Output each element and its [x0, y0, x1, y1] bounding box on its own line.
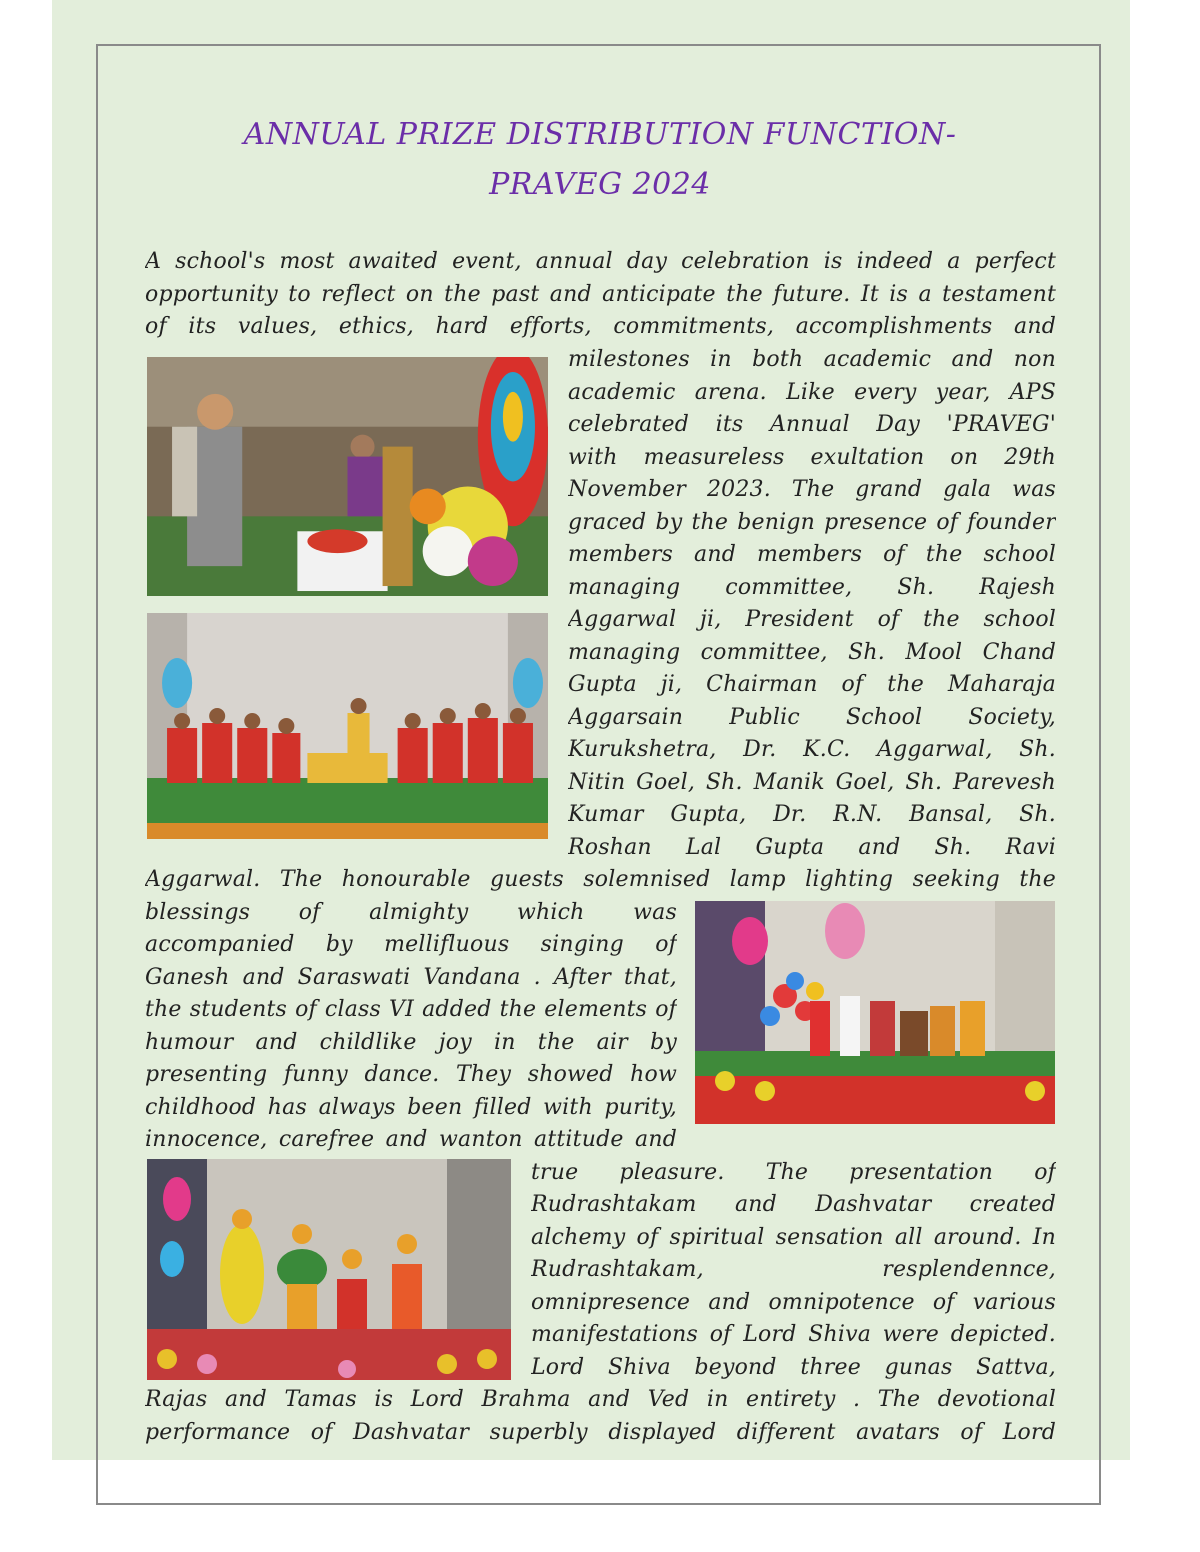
text-line: presenting funny dance. They showed how	[145, 1062, 677, 1087]
text-line: Aggarwal ji, President of the school	[568, 607, 1056, 632]
text-line: November 2023. The grand gala was	[568, 477, 1056, 502]
text-line: celebrated its Annual Day 'PRAVEG'	[568, 412, 1056, 437]
text-line: Rudrashtakam and Dashvatar created	[531, 1192, 1056, 1217]
text-line: managing committee, Sh. Rajesh	[568, 575, 1056, 600]
text-line: accompanied by mellifluous singing of	[145, 932, 677, 957]
text-line: the students of class VI added the elements of	[145, 997, 677, 1022]
text-line: omnipresence and omnipotence of various	[531, 1290, 1056, 1315]
text-line: milestones in both academic and non	[568, 347, 1056, 372]
text-line: graced by the benign presence of founder	[568, 510, 1056, 535]
text-line: Gupta ji, Chairman of the Maharaja	[568, 672, 1056, 697]
text-line: A school's most awaited event, annual day celebration is indeed a perfect	[145, 249, 1056, 274]
photo-dashvatar	[147, 1159, 511, 1380]
text-line: Rudrashtakam, resplendennce,	[531, 1257, 1056, 1282]
text-line: opportunity to reflect on the past and anticipate the future. It is a testament	[145, 282, 1056, 307]
text-line: Ganesh and Saraswati Vandana . After that,	[145, 965, 677, 990]
text-line: humour and childlike joy in the air by	[145, 1030, 677, 1055]
text-line: alchemy of spiritual sensation all around. In	[531, 1225, 1056, 1250]
text-line: Rajas and Tamas is Lord Brahma and Ved in entirety . The devotional	[145, 1387, 1056, 1412]
text-line: performance of Dashvatar superbly displayed different avatars of Lord	[145, 1420, 1056, 1445]
text-line: true pleasure. The presentation of	[531, 1160, 1056, 1185]
text-line: Kurukshetra, Dr. K.C. Aggarwal, Sh.	[568, 737, 1056, 762]
text-line: Aggarsain Public School Society,	[568, 705, 1056, 730]
text-line: Aggarwal. The honourable guests solemnised lamp lighting seeking the	[145, 867, 1056, 892]
text-line: Kumar Gupta, Dr. R.N. Bansal, Sh.	[568, 802, 1056, 827]
photo-lamp-lighting	[147, 357, 548, 596]
text-line: of its values, ethics, hard efforts, commitments, accomplishments and	[145, 314, 1056, 339]
text-line: blessings of almighty which was	[145, 900, 677, 925]
text-line: Lord Shiva beyond three gunas Sattva,	[531, 1355, 1056, 1380]
page-title	[150, 110, 1050, 210]
text-line: with measureless exultation on 29th	[568, 445, 1056, 470]
photo-funny-dance	[695, 901, 1055, 1124]
text-line: manifestations of Lord Shiva were depicted.	[531, 1322, 1056, 1347]
text-line: childhood has always been filled with purity,	[145, 1095, 677, 1120]
text-line: members and members of the school	[568, 542, 1056, 567]
title-line-2: PRAVEG 2024	[489, 167, 711, 202]
text-line: managing committee, Sh. Mool Chand	[568, 640, 1056, 665]
text-line: Roshan Lal Gupta and Sh. Ravi	[568, 835, 1056, 860]
text-line: academic arena. Like every year, APS	[568, 380, 1056, 405]
text-line: Nitin Goel, Sh. Manik Goel, Sh. Parevesh	[568, 770, 1056, 795]
photo-red-dancers	[147, 613, 548, 839]
title-line-1: ANNUAL PRIZE DISTRIBUTION FUNCTION-	[243, 117, 957, 152]
text-line: innocence, carefree and wanton attitude and	[145, 1127, 677, 1152]
